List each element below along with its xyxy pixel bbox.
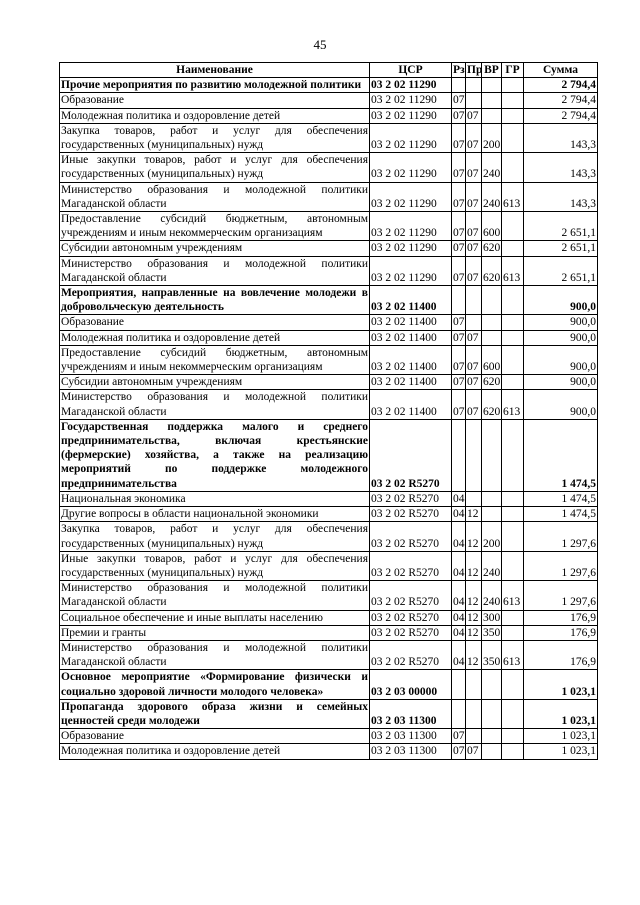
cell-sum: 176,9 xyxy=(524,610,598,625)
cell-csr: 03 2 02 R5270 xyxy=(370,522,452,551)
header-sum: Сумма xyxy=(524,63,598,78)
cell-gr xyxy=(502,491,524,506)
cell-gr: 613 xyxy=(502,256,524,285)
cell-sum: 900,0 xyxy=(524,375,598,390)
cell-pr xyxy=(466,286,482,315)
cell-csr: 03 2 02 11400 xyxy=(370,330,452,345)
cell-gr xyxy=(502,241,524,256)
cell-name: Министерство образования и молодежной политики Магаданской области xyxy=(61,641,368,669)
cell-vr xyxy=(482,507,502,522)
cell-csr: 03 2 02 11290 xyxy=(370,256,452,285)
cell-pr: 12 xyxy=(466,610,482,625)
cell-gr xyxy=(502,699,524,728)
cell-csr: 03 2 02 R5270 xyxy=(370,491,452,506)
cell-pr: 07 xyxy=(466,212,482,241)
cell-name: Образование xyxy=(60,315,370,330)
cell-gr xyxy=(502,375,524,390)
cell-rz: 07 xyxy=(452,153,466,182)
cell-pr xyxy=(466,93,482,108)
cell-vr: 620 xyxy=(482,256,502,285)
table-row xyxy=(60,729,598,744)
cell-name: Молодежная политика и оздоровление детей xyxy=(60,108,370,123)
cell-sum: 900,0 xyxy=(524,390,598,419)
cell-csr: 03 2 02 11290 xyxy=(370,182,452,211)
cell-name: Министерство образования и молодежной политики Магаданской области xyxy=(61,582,368,609)
cell-gr xyxy=(502,78,524,93)
cell-rz: 04 xyxy=(452,640,466,669)
cell-name: Министерство образования и молодежной политики Магаданской области xyxy=(61,257,368,284)
cell-sum: 900,0 xyxy=(524,286,598,315)
cell-sum: 2 651,1 xyxy=(524,212,598,241)
cell-rz: 07 xyxy=(453,316,465,329)
cell-pr: 07 xyxy=(466,330,482,345)
cell-name: Государственная поддержка малого и среднего предпринимательства, включая крестьянские (фермерские) хозяйства, а также на реализацию мероприятий по поддержке молодежного предпринимательства xyxy=(61,420,368,490)
table-row xyxy=(60,610,598,625)
cell-pr: 07 xyxy=(466,123,482,152)
cell-rz: 07 xyxy=(453,331,465,344)
cell-rz xyxy=(452,419,466,491)
cell-pr: 07 xyxy=(466,182,482,211)
cell-name: Субсидии автономным учреждениям xyxy=(60,241,370,256)
table-row xyxy=(60,375,598,390)
header-name: Наименование xyxy=(60,63,370,78)
cell-pr xyxy=(466,729,482,744)
budget-table xyxy=(59,62,598,760)
cell-vr: 240 xyxy=(482,182,502,211)
cell-gr xyxy=(502,93,524,108)
cell-vr: 620 xyxy=(483,242,501,255)
cell-name: Предоставление субсидий бюджетным, автономным учреждениям и иным некоммерческим организациям xyxy=(61,346,368,374)
cell-gr: 613 xyxy=(502,182,524,211)
cell-csr: 03 2 02 11290 xyxy=(370,123,452,152)
cell-csr: 03 2 02 11400 xyxy=(370,345,452,374)
cell-pr xyxy=(466,419,482,491)
cell-sum: 1 023,1 xyxy=(524,699,598,728)
cell-gr: 613 xyxy=(502,581,524,610)
cell-name: Другие вопросы в области национальной экономики xyxy=(60,507,370,522)
cell-name: Образование xyxy=(60,93,370,108)
cell-rz: 04 xyxy=(452,581,466,610)
cell-rz xyxy=(452,670,466,699)
cell-pr: 12 xyxy=(466,551,482,580)
table-row xyxy=(60,670,598,699)
table-row xyxy=(60,699,598,728)
table-row xyxy=(60,551,598,580)
cell-pr: 07 xyxy=(466,375,482,390)
cell-pr: 07 xyxy=(466,256,482,285)
cell-gr xyxy=(502,744,524,759)
cell-gr xyxy=(502,330,524,345)
cell-csr: 03 2 03 11300 xyxy=(370,729,452,744)
cell-sum: 1 023,1 xyxy=(524,670,598,699)
cell-rz: 07 xyxy=(452,345,466,374)
cell-vr: 240 xyxy=(482,551,502,580)
cell-csr: 03 2 02 11400 xyxy=(370,375,452,390)
cell-pr xyxy=(466,315,482,330)
cell-sum: 900,0 xyxy=(524,315,598,330)
table-row xyxy=(60,315,598,330)
cell-sum: 143,3 xyxy=(524,123,598,152)
cell-name: Пропаганда здорового образа жизни и семейных ценностей среди молодежи xyxy=(61,700,368,727)
cell-csr: 03 2 02 R5270 xyxy=(370,625,452,640)
cell-rz: 07 xyxy=(452,256,466,285)
cell-sum: 2 794,4 xyxy=(524,93,598,108)
header-csr: ЦСР xyxy=(370,63,452,78)
cell-gr xyxy=(502,670,524,699)
cell-csr: 03 2 02 11400 xyxy=(370,286,452,315)
cell-rz xyxy=(452,78,466,93)
cell-vr xyxy=(482,78,502,93)
cell-csr: 03 2 03 11300 xyxy=(370,699,452,728)
cell-sum: 143,3 xyxy=(524,153,598,182)
cell-gr xyxy=(502,315,524,330)
cell-sum: 1 474,5 xyxy=(524,419,598,491)
cell-rz xyxy=(452,286,466,315)
cell-gr xyxy=(502,108,524,123)
cell-rz: 07 xyxy=(453,745,465,758)
header-rz: Рз xyxy=(453,64,465,76)
cell-pr: 12 xyxy=(466,640,482,669)
table-row xyxy=(60,78,598,93)
table-row xyxy=(60,507,598,522)
cell-pr: 07 xyxy=(466,241,482,256)
cell-csr: 03 2 02 R5270 xyxy=(370,581,452,610)
header-row xyxy=(60,63,598,78)
page-number: 45 xyxy=(313,37,327,52)
cell-sum: 1 297,6 xyxy=(524,551,598,580)
cell-name: Национальная экономика xyxy=(60,491,370,506)
cell-csr: 03 2 02 R5270 xyxy=(370,610,452,625)
cell-vr: 600 xyxy=(482,212,502,241)
cell-pr: 12 xyxy=(466,522,482,551)
cell-csr: 03 2 03 11300 xyxy=(370,744,452,759)
cell-gr xyxy=(502,625,524,640)
cell-name: Образование xyxy=(60,729,370,744)
table-row xyxy=(60,744,598,759)
cell-pr xyxy=(466,670,482,699)
cell-csr: 03 2 02 11290 xyxy=(370,153,452,182)
table-row xyxy=(60,212,598,241)
cell-rz: 07 xyxy=(453,242,465,255)
table-row xyxy=(60,419,598,491)
cell-name: Молодежная политика и оздоровление детей xyxy=(60,330,370,345)
table-row xyxy=(60,286,598,315)
cell-vr: 240 xyxy=(482,153,502,182)
cell-vr xyxy=(482,108,502,123)
cell-rz: 04 xyxy=(453,611,465,624)
cell-rz: 04 xyxy=(453,492,465,505)
cell-name: Министерство образования и молодежной политики Магаданской области xyxy=(61,183,368,210)
table-row xyxy=(60,241,598,256)
cell-csr: 03 2 03 00000 xyxy=(370,670,452,699)
cell-rz: 07 xyxy=(452,182,466,211)
table-row xyxy=(60,108,598,123)
cell-name: Предоставление субсидий бюджетным, автономным учреждениям и иным некоммерческим организациям xyxy=(61,213,368,240)
cell-vr xyxy=(482,315,502,330)
cell-gr xyxy=(502,729,524,744)
cell-rz: 07 xyxy=(453,730,465,743)
cell-sum: 1 297,6 xyxy=(524,522,598,551)
cell-name: Иные закупки товаров, работ и услуг для обеспечения государственных (муниципальных) нужд xyxy=(61,552,368,579)
cell-sum: 900,0 xyxy=(524,345,598,374)
header-gr: ГР xyxy=(502,63,524,78)
cell-csr: 03 2 02 11290 xyxy=(370,93,452,108)
cell-pr: 07 xyxy=(466,153,482,182)
cell-rz: 07 xyxy=(452,390,466,419)
cell-vr xyxy=(482,699,502,728)
cell-sum: 900,0 xyxy=(524,330,598,345)
cell-sum: 2 651,1 xyxy=(524,256,598,285)
cell-vr xyxy=(482,419,502,491)
cell-sum: 1 023,1 xyxy=(524,729,598,744)
cell-name: Иные закупки товаров, работ и услуг для обеспечения государственных (муниципальных) нужд xyxy=(61,154,368,181)
table-row xyxy=(60,390,598,419)
cell-gr: 613 xyxy=(502,390,524,419)
cell-name: Основное мероприятие «Формирование физически и социально здоровой личности молодого человека» xyxy=(61,671,368,698)
cell-gr xyxy=(502,345,524,374)
cell-sum: 2 651,1 xyxy=(524,241,598,256)
cell-gr xyxy=(502,286,524,315)
table-body xyxy=(60,78,598,759)
table-row xyxy=(60,153,598,182)
cell-csr: 03 2 02 11290 xyxy=(370,212,452,241)
table-row xyxy=(60,625,598,640)
cell-gr xyxy=(502,610,524,625)
cell-name: Прочие мероприятия по развитию молодежной политики xyxy=(60,78,370,93)
table-row xyxy=(60,522,598,551)
cell-pr xyxy=(466,699,482,728)
cell-name: Молодежная политика и оздоровление детей xyxy=(60,744,370,759)
table-row xyxy=(60,256,598,285)
cell-csr: 03 2 02 R5270 xyxy=(370,640,452,669)
cell-sum: 1 474,5 xyxy=(524,491,598,506)
table-row xyxy=(60,640,598,669)
header-vr: ВР xyxy=(482,63,502,78)
cell-sum: 143,3 xyxy=(524,182,598,211)
cell-vr xyxy=(482,491,502,506)
cell-csr: 03 2 02 R5270 xyxy=(370,551,452,580)
cell-pr xyxy=(466,78,482,93)
cell-vr xyxy=(482,729,502,744)
cell-sum: 1 297,6 xyxy=(524,581,598,610)
table-row xyxy=(60,123,598,152)
cell-rz: 07 xyxy=(453,376,465,389)
cell-gr xyxy=(502,212,524,241)
cell-vr: 300 xyxy=(483,611,501,624)
cell-rz: 07 xyxy=(453,94,465,107)
cell-name: Закупка товаров, работ и услуг для обеспечения государственных (муниципальных) нужд xyxy=(61,523,368,550)
table-row xyxy=(60,581,598,610)
cell-gr xyxy=(502,507,524,522)
cell-pr: 12 xyxy=(466,581,482,610)
cell-gr xyxy=(502,153,524,182)
table-row xyxy=(60,330,598,345)
table-row xyxy=(60,182,598,211)
cell-csr: 03 2 02 11290 xyxy=(370,241,452,256)
cell-name: Закупка товаров, работ и услуг для обеспечения государственных (муниципальных) нужд xyxy=(61,124,368,152)
header-pr: Пр xyxy=(467,64,483,76)
cell-vr xyxy=(482,286,502,315)
cell-rz: 07 xyxy=(452,123,466,152)
cell-sum: 176,9 xyxy=(524,625,598,640)
cell-sum: 1 023,1 xyxy=(524,744,598,759)
cell-gr: 613 xyxy=(502,640,524,669)
cell-vr xyxy=(482,330,502,345)
cell-csr: 03 2 02 11400 xyxy=(370,315,452,330)
cell-vr: 600 xyxy=(482,345,502,374)
cell-vr: 200 xyxy=(482,123,502,152)
cell-rz: 04 xyxy=(452,551,466,580)
cell-name: Премии и гранты xyxy=(60,625,370,640)
cell-csr: 03 2 02 R5270 xyxy=(370,507,452,522)
cell-name: Министерство образования и молодежной политики Магаданской области xyxy=(61,391,368,418)
cell-rz: 07 xyxy=(453,109,465,122)
cell-rz xyxy=(452,699,466,728)
cell-vr xyxy=(482,93,502,108)
cell-csr: 03 2 02 R5270 xyxy=(370,419,452,491)
cell-vr: 240 xyxy=(482,581,502,610)
cell-pr: 07 xyxy=(466,744,482,759)
cell-pr: 07 xyxy=(466,345,482,374)
cell-rz: 07 xyxy=(452,212,466,241)
cell-rz: 04 xyxy=(452,522,466,551)
cell-vr: 620 xyxy=(482,390,502,419)
cell-vr: 620 xyxy=(483,376,501,389)
cell-rz: 04 xyxy=(453,626,465,639)
cell-pr xyxy=(466,491,482,506)
table-row xyxy=(60,345,598,374)
cell-gr xyxy=(502,123,524,152)
cell-vr xyxy=(482,744,502,759)
cell-sum: 2 794,4 xyxy=(524,78,598,93)
cell-pr: 12 xyxy=(466,507,482,522)
cell-csr: 03 2 02 11290 xyxy=(370,78,452,93)
cell-csr: 03 2 02 11400 xyxy=(370,390,452,419)
cell-pr: 07 xyxy=(466,108,482,123)
cell-vr: 200 xyxy=(482,522,502,551)
cell-vr: 350 xyxy=(483,626,501,639)
cell-sum: 176,9 xyxy=(524,640,598,669)
cell-name: Социальное обеспечение и иные выплаты населению xyxy=(60,610,370,625)
cell-sum: 1 474,5 xyxy=(524,507,598,522)
cell-csr: 03 2 02 11290 xyxy=(370,108,452,123)
cell-rz: 04 xyxy=(453,508,465,521)
cell-gr xyxy=(502,522,524,551)
cell-vr: 350 xyxy=(482,640,502,669)
cell-vr xyxy=(482,670,502,699)
cell-pr: 12 xyxy=(466,625,482,640)
table-row xyxy=(60,491,598,506)
cell-name: Мероприятия, направленные на вовлечение молодежи в добровольческую деятельность xyxy=(61,287,368,314)
table-row xyxy=(60,93,598,108)
cell-sum: 2 794,4 xyxy=(524,108,598,123)
cell-gr xyxy=(502,419,524,491)
cell-name: Субсидии автономным учреждениям xyxy=(60,375,370,390)
cell-pr: 07 xyxy=(466,390,482,419)
cell-gr xyxy=(502,551,524,580)
